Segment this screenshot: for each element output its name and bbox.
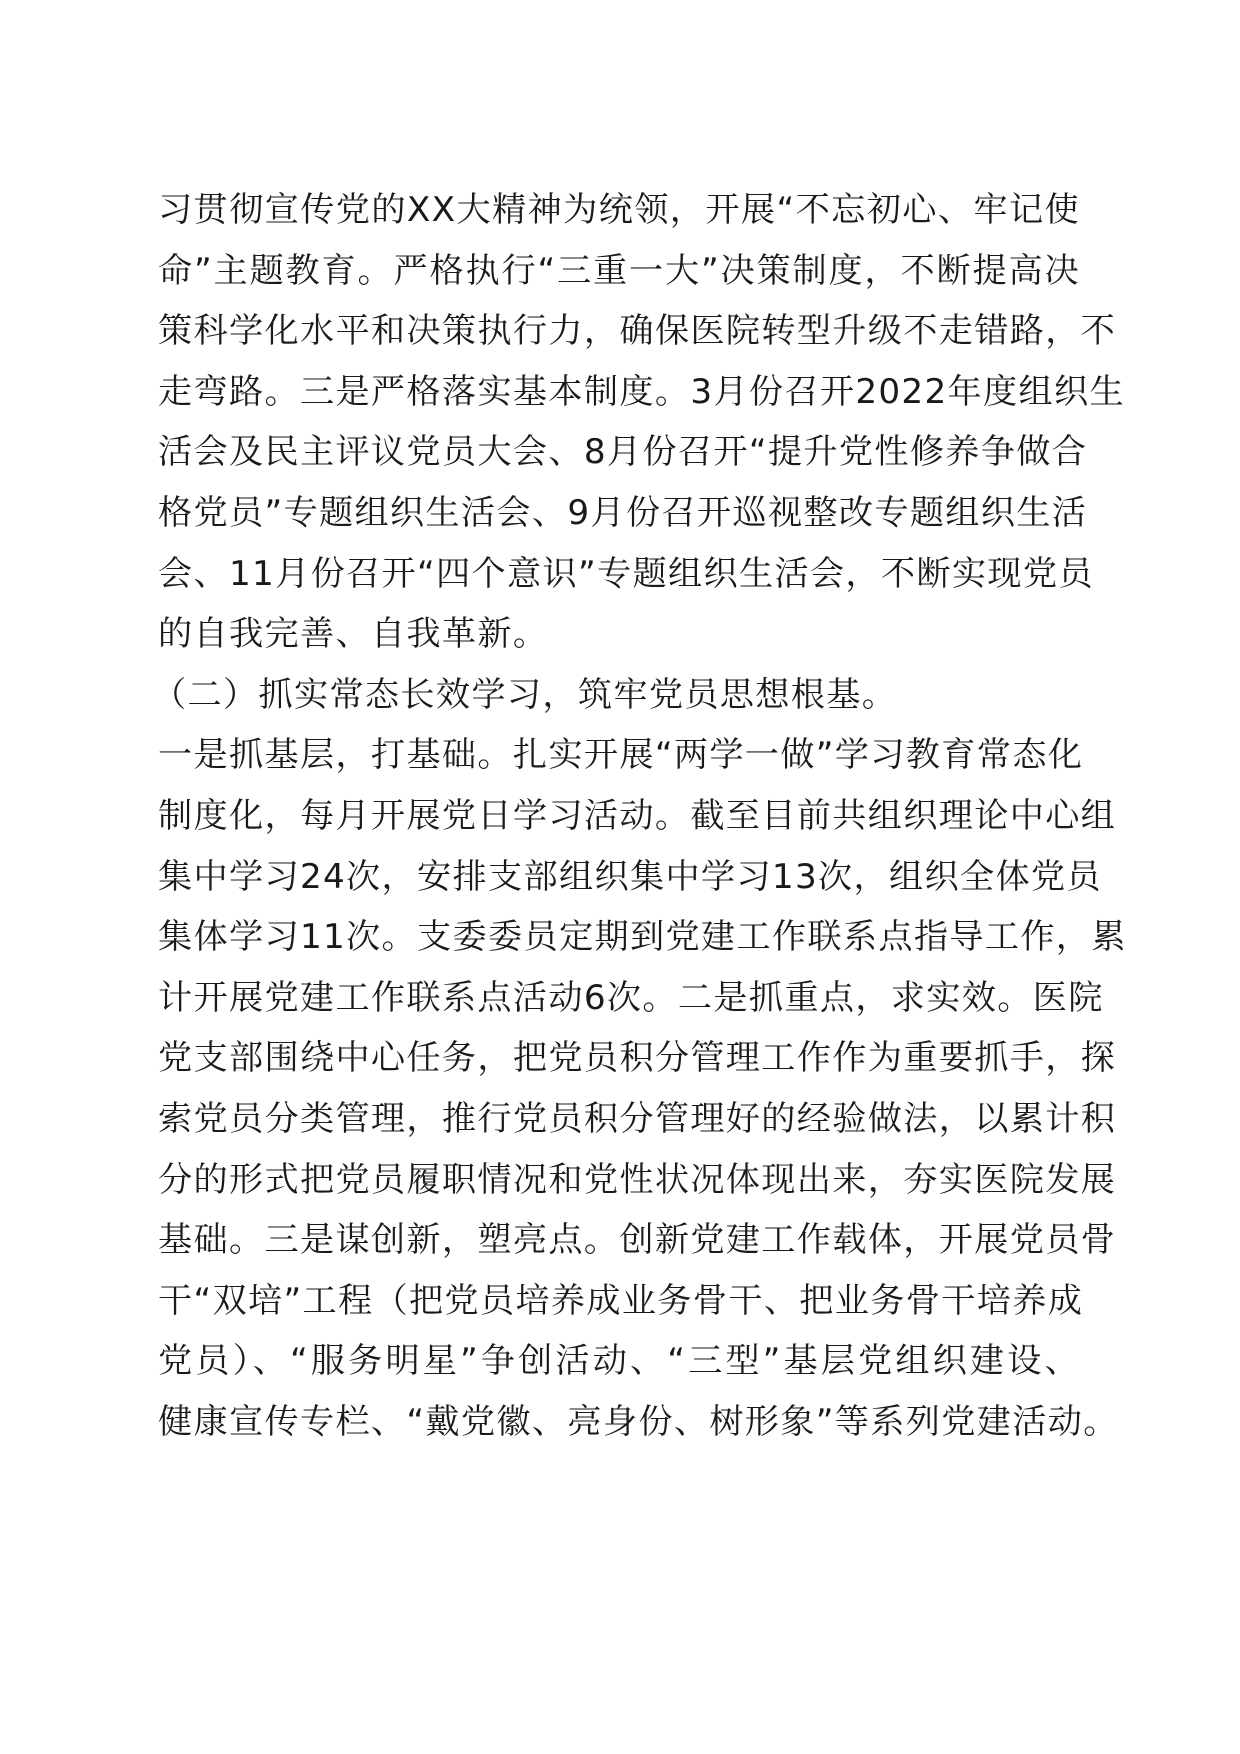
paragraph-end-line: 的自我完善、自我革新。	[158, 614, 549, 655]
body-line: 健康宣传专栏、“戴党徽、亮身份、树形象”等系列党建活动。	[158, 1401, 1119, 1442]
body-line: 分的形式把党员履职情况和党性状况体现出来，夯实医院发展	[158, 1159, 1117, 1200]
body-line: 党支部围绕中心任务，把党员积分管理工作作为重要抓手，探	[158, 1038, 1117, 1079]
body-line: 命”主题教育。严格执行“三重一大”决策制度，不断提高决	[158, 250, 1080, 291]
body-line: 集体学习11次。支委委员定期到党建工作联系点指导工作，累	[158, 917, 1127, 958]
body-line: 索党员分类管理，推行党员积分管理好的经验做法，以累计积	[158, 1098, 1117, 1139]
body-line: 党员）、“服务明星”争创活动、“三型”基层党组织建设、	[158, 1341, 1080, 1382]
body-line: 制度化，每月开展党日学习活动。截至目前共组织理论中心组	[158, 795, 1117, 836]
body-line: 策科学化水平和决策执行力，确保医院转型升级不走错路，不	[158, 311, 1117, 352]
body-line: 基础。三是谋创新，塑亮点。创新党建工作载体，开展党员骨	[158, 1220, 1117, 1261]
body-line: 习贯彻宣传党的XX大精神为统领，开展“不忘初心、牢记使	[158, 190, 1080, 230]
body-line: 计开展党建工作联系点活动6次。二是抓重点，求实效。医院	[158, 977, 1104, 1018]
body-line: 活会及民主评议党员大会、8月份召开“提升党性修养争做合	[158, 432, 1088, 473]
body-line: 会、11月份召开“四个意识”专题组织生活会，不断实现党员	[158, 553, 1094, 594]
document-body	[152, 180, 1127, 1452]
body-line: 格党员”专题组织生活会、9月份召开巡视整改专题组织生活	[158, 492, 1088, 533]
section-heading: （二）抓实常态长效学习，筑牢党员思想根基。	[152, 674, 898, 715]
body-line: 集中学习24次，安排支部组织集中学习13次，组织全体党员	[158, 856, 1102, 897]
body-line: 干“双培”工程（把党员培养成业务骨干、把业务骨干培养成	[158, 1280, 1084, 1321]
body-line: 一是抓基层，打基础。扎实开展“两学一做”学习教育常态化	[158, 735, 1084, 776]
body-line: 走弯路。三是严格落实基本制度。3月份召开2022年度组织生	[158, 371, 1125, 412]
